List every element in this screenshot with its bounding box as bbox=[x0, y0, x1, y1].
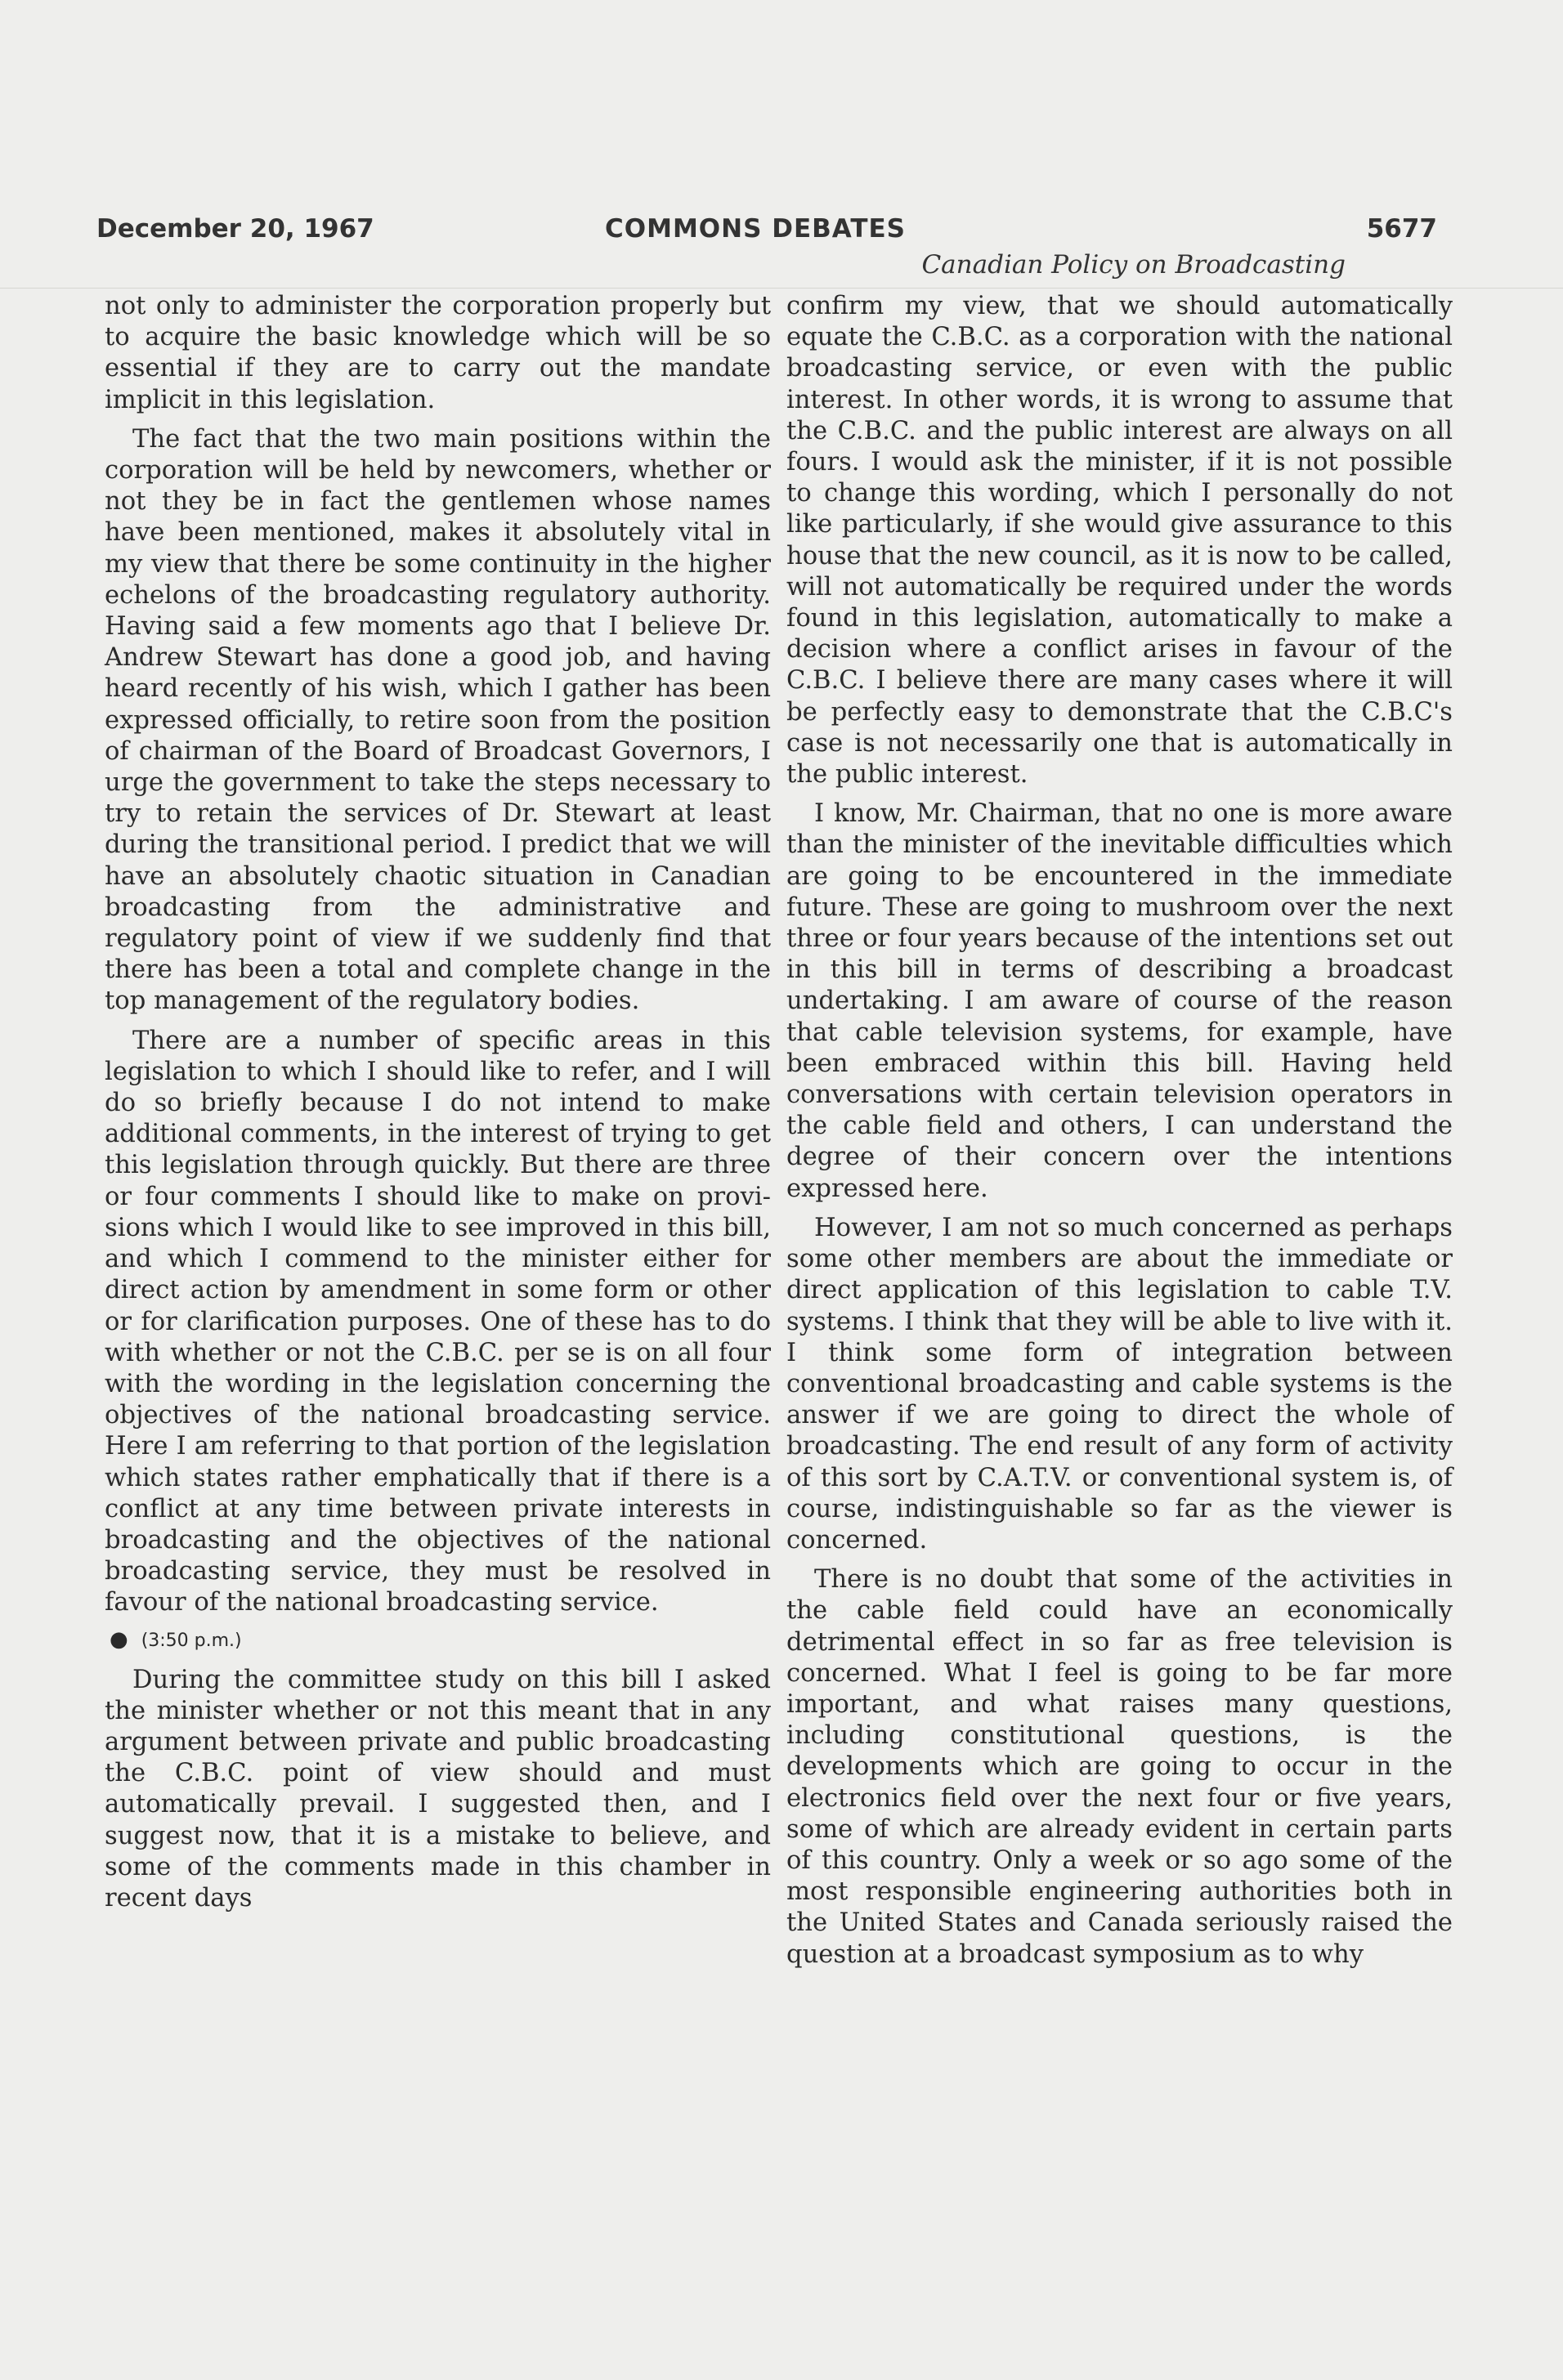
right-paragraph-1: confirm my view, that we should automatically equate the C.B.C. as a corporation with the national broadcasting service, or even with the public interest. In other words, it is wrong to assume that the C.B.C. and the public interest are always on all fours. I would ask the minister, if it is not possible to change this wording, which I personally do not like particularly, if she would give assurance to this house that the new council, as it is now to be called, will not automatically be required under the words found in this legislation, automatically to make a decision where a conflict arises in favour of the C.B.C. I believe there are many cases where it will be perfectly easy to demonstrate that the C.B.C's case is not necessarily one that is automatically in the public interest. bbox=[786, 292, 1453, 790]
left-paragraph-4: During the committee study on this bill I asked the minister whether or not this meant that in any argument between private and public broadcasting the C.B.C. point of view should and must automatically prevail. I suggested then, and I suggest now, that it is a mistake to believe, and some of the comments made in this chamber in recent days bbox=[105, 1665, 771, 1912]
timestamp-text: (3:50 p.m.) bbox=[141, 1630, 242, 1651]
section-subject: Canadian Policy on Broadcasting bbox=[921, 250, 1346, 280]
right-paragraph-4: There is no doubt that some of the activities in the cable field could have an economically detrimental effect in so far as free television is concerned. What I feel is going to be far more important, and what raises many questions, including constitutional questions, is the developments which are going to occur in the electronics field over the next four or five years, some of which are already evident in certain parts of this country. Only a week or so ago some of the most responsible engineering authorities both in the United States and Canada seriously raised the question at a broadcast symposium as to why bbox=[786, 1565, 1453, 1969]
left-paragraph-2: The fact that the two main positions within the corporation will be held by newcomers, whether or not they be in fact the gentlemen whose names have been mentioned, makes it absolutely vital in my view that there be some continuity in the higher echelons of the broadcasting regulatory authority. Having said a few moments ago that I believe Dr. Andrew Stewart has done a good job, and having heard recently of his wish, which I gather has been expressed officially, to retire soon from the position of chairman of the Board of Broadcast Governors, I urge the government to take the steps necessary to try to retain the services of Dr. Stewart at least during the transitional period. I predict that we will have an absolutely chaotic situation in Canadian broadcasting from the administrative and regulatory point of view if we suddenly find that there has been a total and complete change in the top management of the regulatory bodies. bbox=[105, 424, 771, 1016]
right-column bbox=[786, 291, 1453, 1979]
right-paragraph-2: I know, Mr. Chairman, that no one is more aware than the minister of the inevitable difficulties which are going to be encountered in the immediate future. These are going to mushroom over the next three or four years because of the intentions set out in this bill in terms of describing a broadcast undertaking. I am aware of course of the reason that cable television systems, for example, have been embraced within this bill. Having held conversations with certain television operators in the cable field and others, I can understand the degree of their concern over the intentions expressed here. bbox=[786, 799, 1453, 1203]
header-divider bbox=[0, 288, 1563, 289]
left-column bbox=[105, 291, 771, 1922]
header-page-number: 5677 bbox=[1366, 214, 1437, 244]
header-date: December 20, 1967 bbox=[96, 214, 374, 244]
header-title: COMMONS DEBATES bbox=[605, 214, 906, 244]
page-header bbox=[96, 214, 1437, 255]
right-paragraph-3: However, I am not so much concerned as perhaps some other members are about the immediate or direct application of this legislation to cable T.V. systems. I think that they will be able to live with it. I think some form of integration between conventional broadcasting and cable systems is the answer if we are going to direct the whole of broadcasting. The end result of any form of activity of this sort by C.A.T.V. or conventional system is, of course, indistinguishable so far as the viewer is concerned. bbox=[786, 1213, 1453, 1555]
bullet-icon: ● bbox=[110, 1626, 128, 1652]
left-paragraph-1: not only to administer the corporation properly but to acquire the basic knowledge which will be so essential if they are to carry out the mandate implicit in this legislation. bbox=[105, 292, 771, 414]
left-paragraph-3: There are a number of specific areas in this legislation to which I should like to refer, and I will do so briefly because I do not intend to make additional comments, in the interest of trying to get this legislation through quickly. But there are three or four comments I should like to make on provisions which I would like to see improved in this bill, and which I commend to the minister either for direct action by amendment in some form or other or for clarification purposes. One of these has to do with whether or not the C.B.C. per se is on all four with the wording in the legislation concerning the objectives of the national broadcasting service. Here I am referring to that portion of the legislation which states rather emphatically that if there is a conflict at any time between private interests in broadcasting and the objectives of the national broadcasting service, they must be resolved in favour of the national broadcasting service. bbox=[105, 1026, 771, 1617]
timestamp-marker bbox=[110, 1627, 771, 1653]
